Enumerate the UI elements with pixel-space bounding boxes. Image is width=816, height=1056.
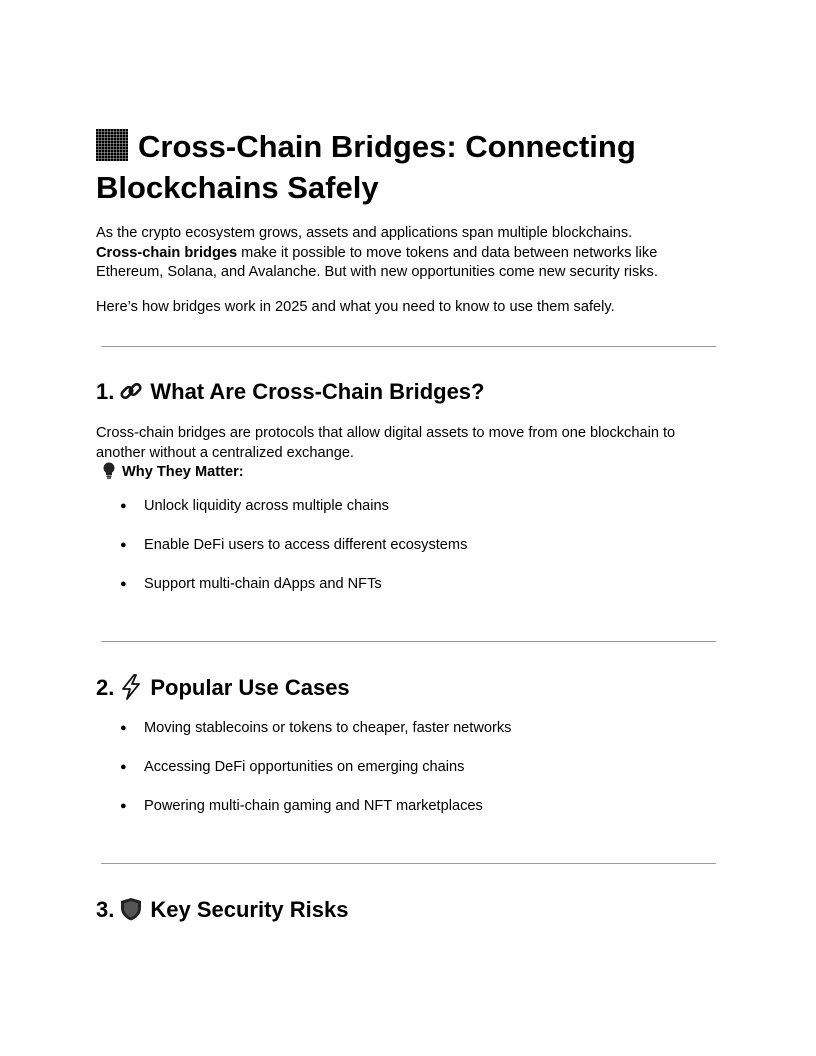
divider xyxy=(101,641,716,642)
divider xyxy=(101,346,716,347)
list-item: ● Support multi-chain dApps and NFTs xyxy=(120,575,467,614)
page-title xyxy=(96,126,736,208)
lightning-icon xyxy=(118,674,144,700)
section-number: 3. xyxy=(96,897,115,922)
subheading-why-they-matter xyxy=(102,462,244,482)
bullet-list-2 xyxy=(120,719,511,836)
section-number: 2. xyxy=(96,675,115,700)
intro-text-cont: make it possible to move tokens and data between networks like Ethereum, Solana, and Avalanche. But with new opportunities come new security risks. xyxy=(96,244,658,280)
section-heading-3 xyxy=(96,896,348,924)
shield-icon xyxy=(118,896,144,922)
list-item: ● Moving stablecoins or tokens to cheaper, faster networks xyxy=(120,719,511,758)
subheading-text: Why They Matter: xyxy=(122,464,244,480)
intro-paragraph xyxy=(96,224,726,283)
intro-bold-term: Cross-chain bridges xyxy=(96,244,238,261)
link-icon xyxy=(118,378,144,404)
list-item: ● Unlock liquidity across multiple chains xyxy=(120,497,467,536)
section-title: Popular Use Cases xyxy=(150,675,350,700)
section-heading-1 xyxy=(96,378,484,406)
title-line-2: Blockchains Safely xyxy=(96,170,379,205)
section-1-body: Cross-chain bridges are protocols that allow digital assets to move from one blockchain to another without a centralized exchange. xyxy=(96,425,676,461)
divider xyxy=(101,863,716,864)
section-heading-2 xyxy=(96,674,350,702)
title-line-1: Cross-Chain Bridges: Connecting xyxy=(138,129,636,164)
list-item: ● Accessing DeFi opportunities on emerging chains xyxy=(120,758,511,797)
bullet-list-1 xyxy=(120,497,467,614)
section-title: What Are Cross-Chain Bridges? xyxy=(150,379,485,404)
list-item: ● Powering multi-chain gaming and NFT marketplaces xyxy=(120,797,511,836)
section-title: Key Security Risks xyxy=(150,897,349,922)
intro-paragraph-2: Here’s how bridges work in 2025 and what you need to know to use them safely. xyxy=(96,299,615,315)
intro-text: As the crypto ecosystem grows, assets and applications span multiple blockchains. xyxy=(96,225,633,241)
section-number: 1. xyxy=(96,379,115,404)
bridge-emoji-icon xyxy=(96,129,128,161)
list-item: ● Enable DeFi users to access different ecosystems xyxy=(120,536,467,575)
lightbulb-icon xyxy=(102,462,116,479)
